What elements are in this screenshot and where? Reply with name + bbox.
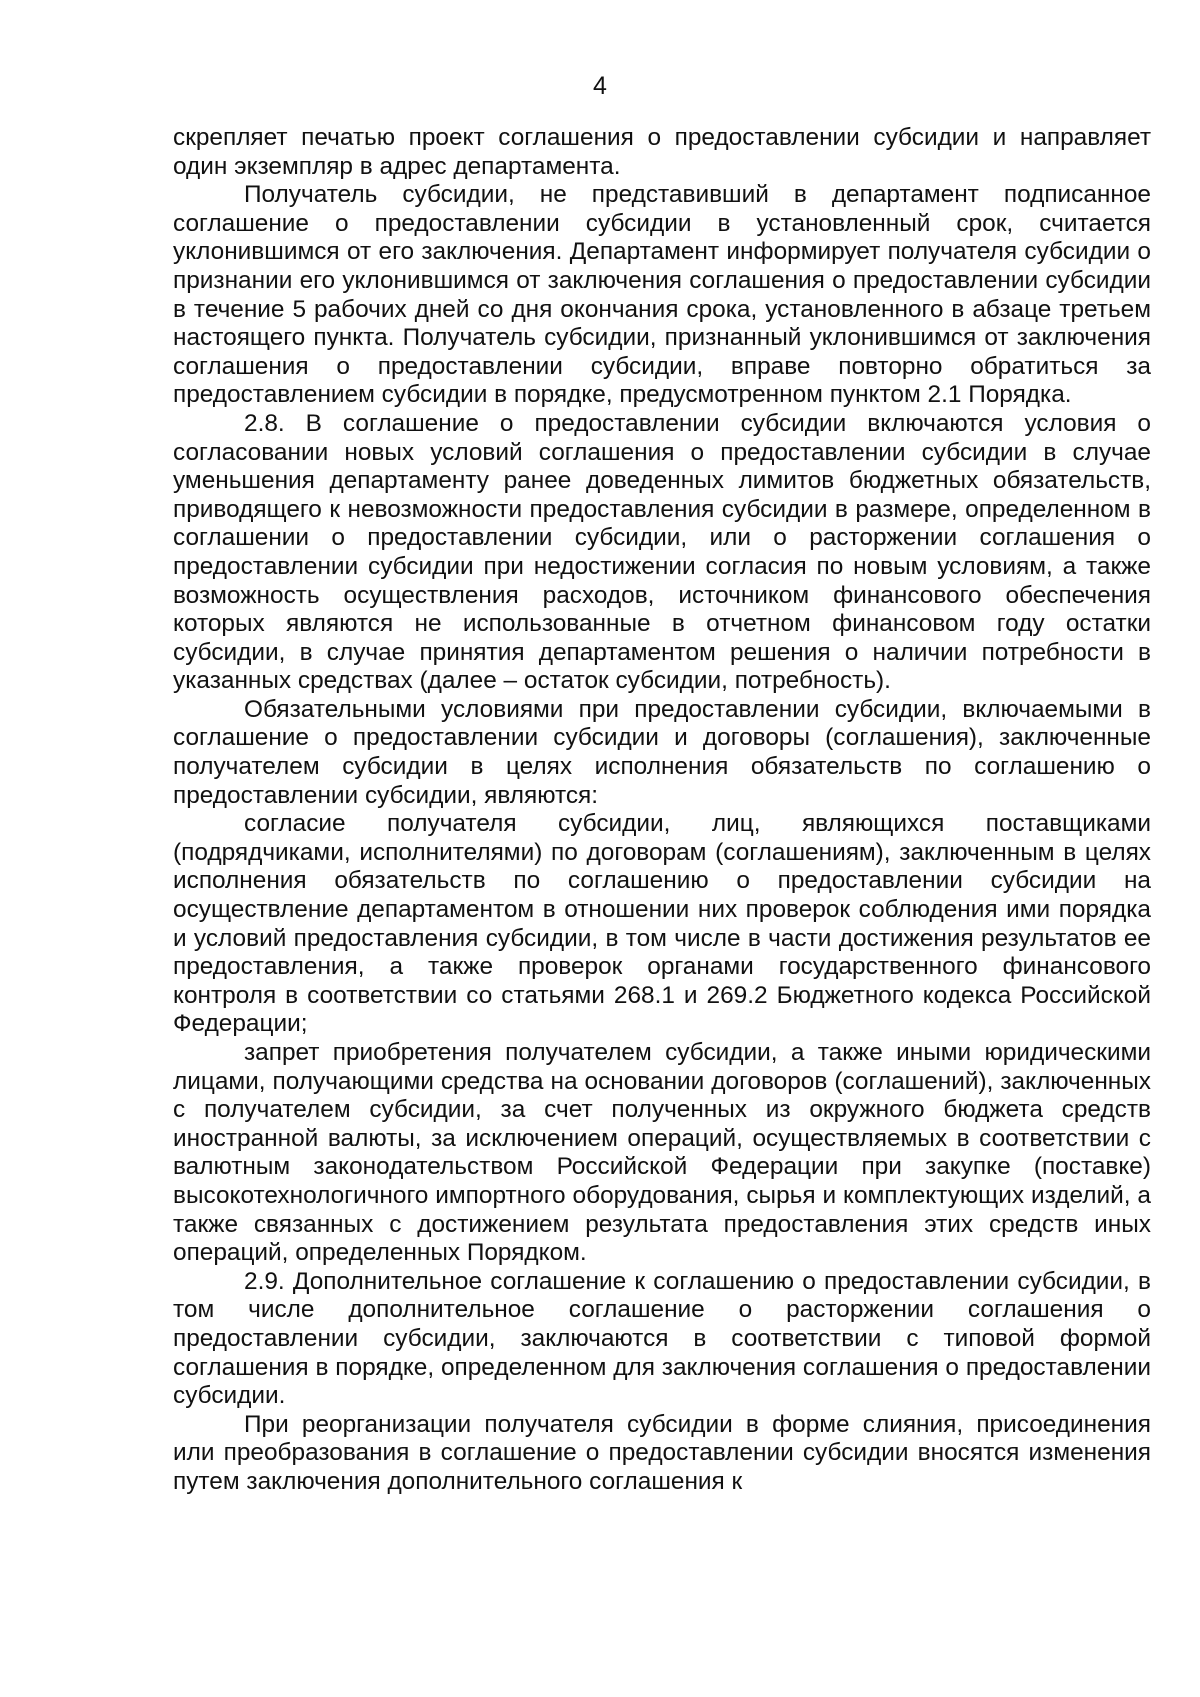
paragraph-4: Обязательными условиями при предоставлении субсидии, включаемыми в соглашение о предоставлении субсидии и договоры (соглашения), заключенные получателем субсидии в целях исполнения обязательств по соглашению о предоставлении субсидии, являются: <box>173 695 1151 809</box>
paragraph-6: запрет приобретения получателем субсидии, а также иными юридическими лицами, получающими средства на основании договоров (соглашений), заключенных с получателем субсидии, за счет полученных из окружного бюджета средств иностранной валюты, за исключением операций, осуществляемых в соответствии с валютным законодательством Российской Федерации при закупке (поставке) высокотехнологичного импортного оборудования, сырья и комплектующих изделий, а также связанных с достижением результата предоставления этих средств иных операций, определенных Порядком. <box>173 1039 1151 1267</box>
paragraph-3: 2.8. В соглашение о предоставлении субсидии включаются условия о согласовании новых условий соглашения о предоставлении субсидии в случае уменьшения департаменту ранее доведенных лимитов бюджетных обязательств, приводящего к невозможности предоставления субсидии в размере, определенном в соглашении о предоставлении субсидии, или о расторжении соглашения о предоставлении субсидии при недостижении согласия по новым условиям, а также возможность осуществления расходов, источником финансового обеспечения которых являются не использованные в отчетном финансовом году остатки субсидии, в случае принятия департаментом решения о наличии потребности в указанных средствах (далее – остаток субсидии, потребность). <box>173 409 1151 695</box>
paragraph-2: Получатель субсидии, не представивший в департамент подписанное соглашение о предоставлении субсидии в установленный срок, считается уклонившимся от его заключения. Департамент информирует получателя субсидии о признании его уклонившимся от заключения соглашения о предоставлении субсидии в течение 5 рабочих дней со дня окончания срока, установленного в абзаце третьем настоящего пункта. Получатель субсидии, признанный уклонившимся от заключения соглашения о предоставлении субсидии, вправе повторно обратиться за предоставлением субсидии в порядке, предусмотренном пунктом 2.1 Порядка. <box>173 181 1151 409</box>
paragraph-1: скрепляет печатью проект соглашения о предоставлении субсидии и направляет один экземпляр в адрес департамента. <box>173 124 1151 180</box>
page-number: 4 <box>593 72 607 100</box>
document-body <box>173 124 1151 1497</box>
paragraph-7: 2.9. Дополнительное соглашение к соглашению о предоставлении субсидии, в том числе дополнительное соглашение о расторжении соглашения о предоставлении субсидии, заключаются в соответствии с типовой формой соглашения в порядке, определенном для заключения соглашения о предоставлении субсидии. <box>173 1267 1151 1410</box>
paragraph-5: согласие получателя субсидии, лиц, являющихся поставщиками (подрядчиками, исполнителями) по договорам (соглашениям), заключенным в целях исполнения обязательств по соглашению о предоставлении субсидии на осуществление департаментом в отношении них проверок соблюдения ими порядка и условий предоставления субсидии, в том числе в части достижения результатов ее предоставления, а также проверок органами государственного финансового контроля в соответствии со статьями 268.1 и 269.2 Бюджетного кодекса Российской Федерации; <box>173 810 1151 1038</box>
paragraph-8: При реорганизации получателя субсидии в форме слияния, присоединения или преобразования в соглашение о предоставлении субсидии вносятся изменения путем заключения дополнительного соглашения к <box>173 1410 1151 1495</box>
